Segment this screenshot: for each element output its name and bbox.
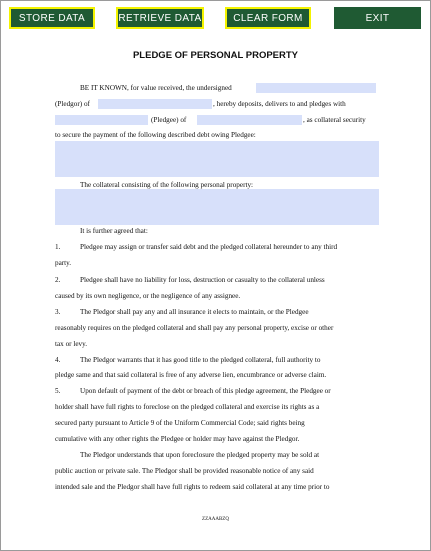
clause-5-line-3: secured party pursuant to Article 9 of the Uniform Commercial Code; said rights being bbox=[55, 419, 305, 427]
clause-4-number: 4. bbox=[55, 356, 61, 364]
clause-5-line-1: Upon default of payment of the debt or breach of this pledge agreement, the Pledgee or bbox=[80, 387, 331, 395]
clause-1-line-2: party. bbox=[55, 259, 72, 267]
paragraph-6-line-3: intended sale and the Pledgor shall have full rights to redeem said collateral at any time prior to bbox=[55, 483, 330, 491]
exit-button[interactable]: EXIT bbox=[334, 7, 421, 29]
pledgor-label: (Pledgor) of bbox=[55, 100, 90, 108]
clause-4-line-2: pledge same and that said collateral is free of any adverse lien, encumbrance or adverse claim. bbox=[55, 371, 327, 379]
clause-5-line-4: cumulative with any other rights the Pledgee or holder may have against the Pledgor. bbox=[55, 435, 300, 443]
intro-line-4: to secure the payment of the following described debt owing Pledgee: bbox=[55, 131, 256, 139]
retrieve-data-button[interactable]: RETRIEVE DATA bbox=[116, 7, 204, 29]
clause-1-line-1: Pledgee may assign or transfer said debt and the pledged collateral hereunder to any third bbox=[80, 243, 338, 251]
clause-3-number: 3. bbox=[55, 308, 61, 316]
clause-5-line-2: holder shall have full rights to foreclose on the pledged collateral and exercise its rights as a bbox=[55, 403, 320, 411]
paragraph-6-line-1: The Pledgor understands that upon foreclosure the pledged property may be sold at bbox=[80, 451, 320, 459]
intro-line-1: BE IT KNOWN, for value received, the undersigned bbox=[80, 84, 232, 92]
clause-1-number: 1. bbox=[55, 243, 61, 251]
clause-4-line-1: The Pledgor warrants that it has good title to the pledged collateral, full authority to bbox=[80, 356, 321, 364]
clause-2-line-2: caused by its own negligence, or the negligence of any assignee. bbox=[55, 292, 241, 300]
toolbar bbox=[0, 0, 431, 36]
store-data-button[interactable]: STORE DATA bbox=[9, 7, 95, 29]
pledgee-label: (Pledgee) of bbox=[151, 116, 187, 124]
collateral-description-field[interactable] bbox=[55, 189, 379, 225]
further-agreed: It is further agreed that: bbox=[80, 227, 148, 235]
intro-line-3: , as collateral security bbox=[303, 116, 366, 124]
pledgor-address-field[interactable] bbox=[98, 99, 212, 109]
pledgor-name-field[interactable] bbox=[256, 83, 376, 93]
clause-3-line-2: reasonably requires on the pledged collateral and shall pay any personal property, excise or other bbox=[55, 324, 334, 332]
intro-line-2: , hereby deposits, delivers to and pledges with bbox=[213, 100, 346, 108]
clause-2-number: 2. bbox=[55, 276, 61, 284]
clause-5-number: 5. bbox=[55, 387, 61, 395]
clause-2-line-1: Pledgee shall have no liability for loss, destruction or casualty to the collateral unless bbox=[80, 276, 325, 284]
pledgee-name-field[interactable] bbox=[55, 115, 148, 125]
debt-description-field[interactable] bbox=[55, 141, 379, 177]
collateral-intro: The collateral consisting of the following personal property: bbox=[80, 181, 254, 189]
clear-form-button[interactable]: CLEAR FORM bbox=[225, 7, 311, 29]
paragraph-6-line-2: public auction or private sale. The Pledgor shall be provided reasonable notice of any said bbox=[55, 467, 314, 475]
clause-3-line-1: The Pledgor shall pay any and all insurance it elects to maintain, or the Pledgee bbox=[80, 308, 309, 316]
pledgee-address-field[interactable] bbox=[197, 115, 302, 125]
document-footer-code: ZZAAABZQ bbox=[202, 517, 229, 522]
document-title: PLEDGE OF PERSONAL PROPERTY bbox=[132, 50, 299, 61]
clause-3-line-3: tax or levy. bbox=[55, 340, 88, 348]
